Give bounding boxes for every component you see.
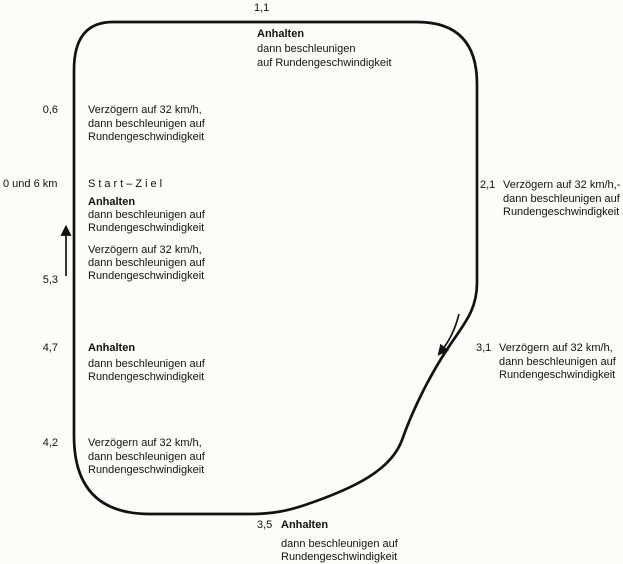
km-label-5-3: 5,3	[42, 274, 58, 286]
note-3-5-line: Rundengeschwindigkeit	[281, 551, 398, 563]
note-top-line: dann beschleunigen	[257, 42, 356, 55]
note-3-5-bold: Anhalten	[281, 519, 329, 531]
note-0-6-line: Rundengeschwindigkeit	[88, 131, 205, 143]
km-label-0-6: 0,6	[42, 104, 58, 116]
note-top	[257, 27, 392, 71]
km-label-1-1: 1,1	[254, 2, 270, 14]
note-0-6-line: Verzögern auf 32 km/h,	[88, 104, 202, 116]
note-3-1	[499, 342, 616, 383]
note-4-7-line: dann beschleunigen auf	[88, 358, 205, 370]
note-start-bold: Anhalten	[88, 196, 136, 208]
note-2-1-line: Verzögern auf 32 km/h,-	[503, 179, 621, 191]
note-0-6-line: dann beschleunigen auf	[88, 117, 205, 130]
note-3-1-line: Rundengeschwindigkeit	[499, 369, 616, 381]
note-4-7-line: Rundengeschwindigkeit	[88, 371, 205, 383]
note-4-2-line: Verzögern auf 32 km/h,	[88, 437, 202, 449]
km-label-4-7: 4,7	[42, 342, 58, 354]
note-start-verzoegern	[88, 244, 205, 283]
note-start2-line: dann beschleunigen auf	[88, 257, 205, 269]
km-label-start: 0 und 6 km	[3, 178, 58, 190]
note-4-7	[88, 358, 205, 384]
km-label-4-2: 4,2	[42, 437, 58, 449]
note-3-5-line: dann beschleunigen auf	[281, 538, 398, 550]
note-top-bold: Anhalten	[257, 28, 305, 40]
note-2-1-line: Rundengeschwindigkeit	[503, 206, 620, 218]
note-3-1-line: Verzögern auf 32 km/h,	[499, 342, 613, 354]
note-4-2-line: Rundengeschwindigkeit	[88, 464, 205, 476]
note-2-1-line: dann beschleunigen auf	[503, 192, 620, 205]
start-ziel-title: Start–Ziel	[88, 178, 166, 190]
note-start-line: dann beschleunigen auf	[88, 209, 205, 221]
note-start-anhalten	[88, 196, 205, 235]
note-start-line: Rundengeschwindigkeit	[88, 222, 205, 234]
note-3-1-line: dann beschleunigen auf	[499, 355, 616, 368]
note-4-2-line: dann beschleunigen auf	[88, 450, 205, 463]
km-label-2-1: 2,1	[480, 179, 496, 191]
km-label-3-1: 3,1	[476, 342, 492, 354]
note-0-6	[88, 104, 205, 145]
note-start2-line: Rundengeschwindigkeit	[88, 270, 205, 282]
note-4-2	[88, 437, 205, 478]
note-2-1	[503, 179, 620, 220]
note-start2-line: Verzögern auf 32 km/h,	[88, 244, 202, 256]
note-4-7-bold: Anhalten	[88, 342, 136, 354]
note-top-line: auf Rundengeschwindigkeit	[257, 57, 392, 69]
km-label-3-5: 3,5	[257, 519, 273, 531]
note-3-5	[281, 538, 398, 564]
